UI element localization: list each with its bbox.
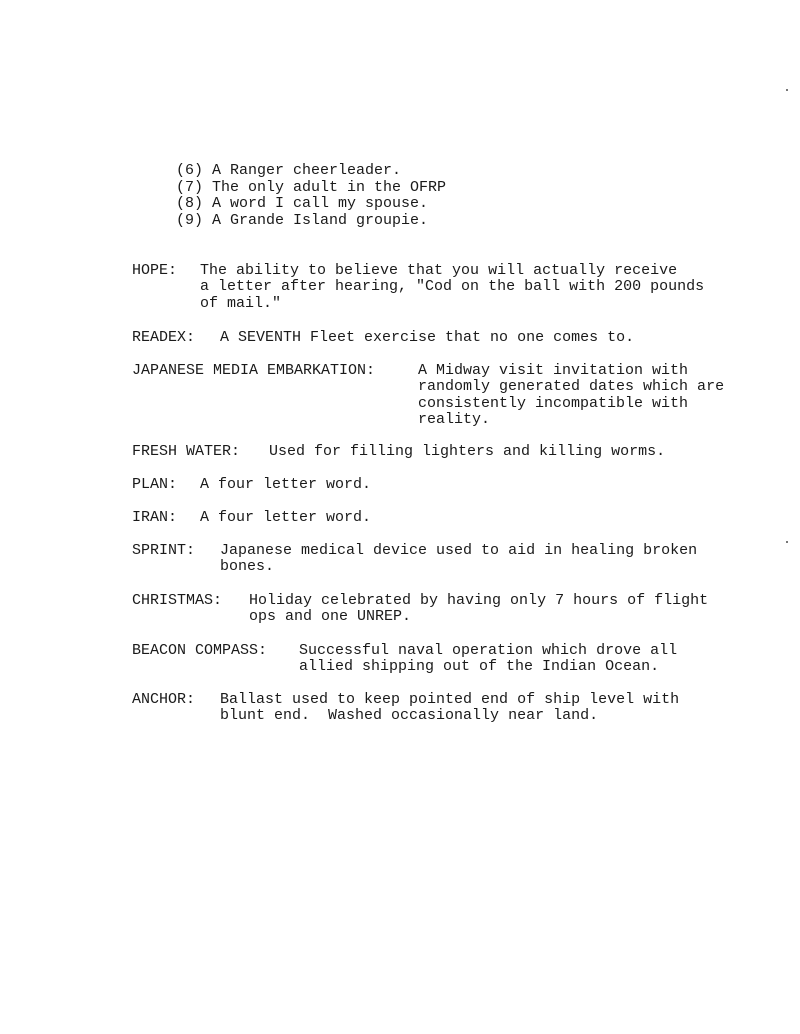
- entry-definition: [200, 510, 371, 527]
- glossary-entry-anchor: [96, 675, 679, 741]
- entry-term: BEACON COMPASS:: [132, 641, 268, 659]
- definition-line: reality.: [418, 411, 491, 428]
- definition-line: allied shipping out of the Indian Ocean.: [299, 658, 660, 675]
- entry-definition: [418, 363, 724, 429]
- list-item: (6) A Ranger cheerleader.: [176, 162, 402, 179]
- entry-definition: [220, 692, 679, 725]
- definition-line: Successful naval operation which drove all: [299, 641, 678, 659]
- entry-term: FRESH WATER:: [132, 442, 241, 460]
- list-item: (7) The only adult in the OFRP: [176, 178, 447, 196]
- entry-term: SPRINT:: [132, 541, 196, 559]
- entry-term: PLAN:: [132, 475, 178, 493]
- definition-line: A Midway visit invitation with: [418, 361, 689, 379]
- entry-definition: [220, 330, 634, 347]
- definition-line: A four letter word.: [200, 475, 372, 493]
- definition-line: blunt end. Washed occasionally near land.: [220, 707, 599, 724]
- entry-definition: [200, 263, 704, 313]
- definition-line: randomly generated dates which are: [418, 378, 725, 395]
- entry-term: CHRISTMAS:: [132, 591, 223, 609]
- definition-line: of mail.": [200, 294, 282, 312]
- definition-line: Holiday celebrated by having only 7 hours of flight: [249, 591, 709, 609]
- entry-definition: [200, 477, 371, 494]
- definition-line: Ballast used to keep pointed end of ship level with: [220, 690, 680, 708]
- definition-line: A four letter word.: [200, 508, 372, 526]
- entry-definition: [299, 643, 677, 676]
- numbered-list: [176, 163, 446, 229]
- definition-line: Japanese medical device used to aid in healing broken: [220, 541, 698, 559]
- entry-term: HOPE:: [132, 261, 178, 279]
- entry-definition: [249, 593, 708, 626]
- definition-line: Used for filling lighters and killing worms.: [269, 442, 666, 460]
- scan-speck: [786, 89, 788, 91]
- definition-line: A SEVENTH Fleet exercise that no one comes to.: [220, 328, 635, 346]
- definition-line: bones.: [220, 558, 275, 575]
- definition-line: consistently incompatible with: [418, 394, 689, 412]
- entry-term: IRAN:: [132, 508, 178, 526]
- entry-definition: [269, 444, 665, 461]
- definition-line: ops and one UNREP.: [249, 608, 412, 625]
- scan-speck: [786, 541, 788, 543]
- entry-term: JAPANESE MEDIA EMBARKATION:: [132, 361, 376, 379]
- entry-term: READEX:: [132, 328, 196, 346]
- definition-line: The ability to believe that you will actually receive: [200, 261, 678, 279]
- list-item: (9) A Grande Island groupie.: [176, 211, 429, 229]
- list-item: (8) A word I call my spouse.: [176, 195, 429, 212]
- definition-line: a letter after hearing, "Cod on the ball with 200 pounds: [200, 278, 705, 295]
- entry-term: ANCHOR:: [132, 690, 196, 708]
- entry-definition: [220, 543, 697, 576]
